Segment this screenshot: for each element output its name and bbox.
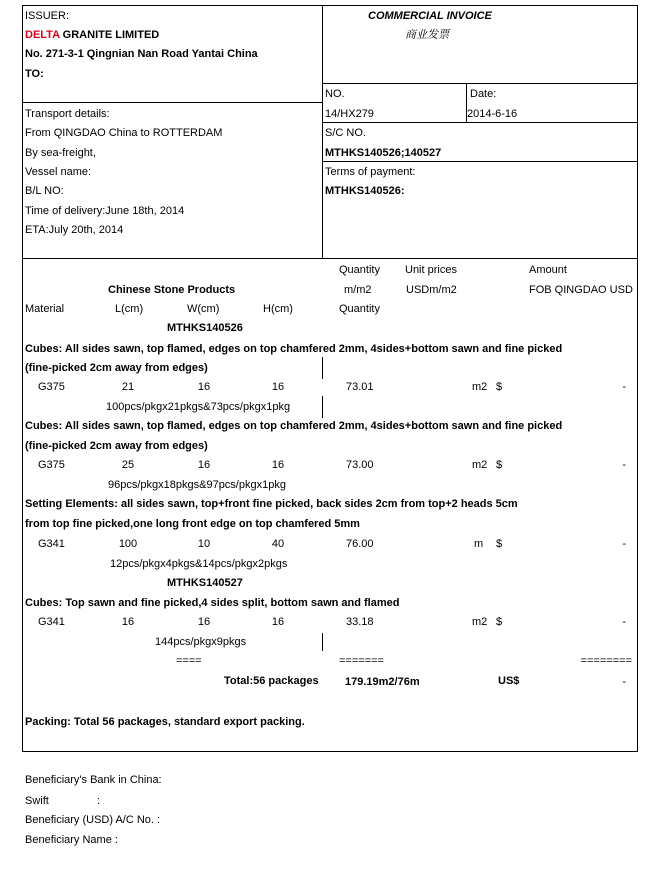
length-header: L(cm) bbox=[115, 303, 144, 315]
item-packing: 12pcs/pkgx4pkgs&14pcs/pkgx2pkgs bbox=[110, 558, 288, 570]
item-unit: m2 bbox=[472, 381, 488, 393]
item-currency: $ bbox=[496, 459, 503, 471]
item-width: 10 bbox=[197, 538, 211, 550]
terms-label: Terms of payment: bbox=[325, 166, 416, 178]
qty-header-1: Quantity bbox=[339, 264, 380, 276]
row-tick bbox=[322, 633, 323, 651]
item-description: Cubes: All sides sawn, top flamed, edges on top chamfered 2mm, 4sides+bottom sawn and fine picked bbox=[25, 420, 563, 432]
total-separator: ======== bbox=[580, 655, 632, 667]
frame-top bbox=[22, 5, 638, 6]
total-currency: US$ bbox=[498, 675, 520, 687]
item-quantity: 76.00 bbox=[346, 538, 374, 550]
bank-account: Beneficiary (USD) A/C No. : bbox=[25, 814, 161, 826]
item-packing: 100pcs/pkgx21pkgs&73pcs/pkgx1pkg bbox=[106, 401, 291, 413]
invoice-title-cn: 商业发票 bbox=[405, 29, 449, 41]
item-material: G341 bbox=[38, 616, 65, 628]
item-currency: $ bbox=[496, 616, 503, 628]
item-description: Setting Elements: all sides sawn, top+front fine picked, back sides 2cm from top+2 heads 5cm bbox=[25, 498, 518, 510]
date-value: 2014-6-16 bbox=[467, 108, 518, 120]
frame-bottom bbox=[22, 751, 638, 752]
item-unit: m2 bbox=[472, 616, 488, 628]
item-description: Cubes: All sides sawn, top flamed, edges on top chamfered 2mm, 4sides+bottom sawn and fine picked bbox=[25, 343, 563, 355]
item-material: G375 bbox=[38, 459, 65, 471]
item-unit: m2 bbox=[472, 459, 488, 471]
item-material: G341 bbox=[38, 538, 65, 550]
item-amount: - bbox=[622, 381, 626, 393]
issuer-name bbox=[25, 29, 159, 42]
total-quantity: 179.19m2/76m bbox=[345, 676, 420, 688]
products-header: Chinese Stone Products bbox=[108, 284, 236, 296]
sc-value: MTHKS140526;140527 bbox=[325, 147, 442, 159]
date-label: Date: bbox=[470, 88, 497, 100]
bank-swift-colon: : bbox=[97, 795, 101, 807]
bl-no: B/L NO: bbox=[25, 185, 64, 197]
transport-mode: By sea-freight, bbox=[25, 147, 96, 159]
total-amount: - bbox=[622, 676, 626, 688]
item-quantity: 33.18 bbox=[346, 616, 374, 628]
item-height: 16 bbox=[271, 459, 285, 471]
amount-header-1: Amount bbox=[529, 264, 567, 276]
item-length: 21 bbox=[121, 381, 135, 393]
row-tick bbox=[322, 357, 323, 379]
issuer-label: ISSUER: bbox=[25, 10, 70, 22]
qty-header-3: Quantity bbox=[339, 303, 380, 315]
unit-header-1: Unit prices bbox=[405, 264, 457, 276]
eta: ETA:July 20th, 2014 bbox=[25, 224, 124, 236]
item-amount: - bbox=[622, 616, 626, 628]
unit-header-2: USDm/m2 bbox=[406, 284, 457, 296]
total-separator: ==== bbox=[176, 655, 202, 667]
amount-header-2: FOB QINGDAO USD bbox=[529, 284, 633, 296]
item-length: 100 bbox=[118, 538, 138, 550]
material-header: Material bbox=[25, 303, 65, 315]
item-description-2: (fine-picked 2cm away from edges) bbox=[25, 362, 208, 374]
item-description-2: (fine-picked 2cm away from edges) bbox=[25, 440, 208, 452]
sc-section-2: MTHKS140527 bbox=[167, 577, 243, 589]
invoice-title: COMMERCIAL INVOICE bbox=[368, 10, 492, 22]
item-amount: - bbox=[622, 459, 626, 471]
vessel-name: Vessel name: bbox=[25, 166, 92, 178]
sc-section-1: MTHKS140526 bbox=[167, 322, 243, 334]
width-header: W(cm) bbox=[187, 303, 220, 315]
frame-right bbox=[637, 5, 638, 752]
item-description: Cubes: Top sawn and fine picked,4 sides split, bottom sawn and flamed bbox=[25, 597, 400, 609]
row-tick bbox=[322, 396, 323, 418]
no-top-line bbox=[322, 83, 637, 84]
terms-value: MTHKS140526: bbox=[325, 185, 405, 197]
transport-route: From QINGDAO China to ROTTERDAM bbox=[25, 127, 223, 139]
item-length: 16 bbox=[121, 616, 135, 628]
item-currency: $ bbox=[496, 381, 503, 393]
bank-swift-label: Swift bbox=[25, 795, 49, 807]
header-divider bbox=[322, 5, 323, 258]
transport-title: Transport details: bbox=[25, 108, 110, 120]
item-packing: 144pcs/pkgx9pkgs bbox=[155, 636, 247, 648]
terms-top-line bbox=[322, 161, 637, 162]
height-header: H(cm) bbox=[263, 303, 293, 315]
item-width: 16 bbox=[197, 616, 211, 628]
total-separator: ======= bbox=[339, 655, 384, 667]
item-width: 16 bbox=[197, 381, 211, 393]
item-height: 16 bbox=[271, 381, 285, 393]
item-material: G375 bbox=[38, 381, 65, 393]
item-length: 25 bbox=[121, 459, 135, 471]
bank-beneficiary-name: Beneficiary Name : bbox=[25, 834, 118, 846]
issuer-name-rest: GRANITE LIMITED bbox=[59, 29, 160, 41]
issuer-name-brand: DELTA bbox=[25, 29, 60, 41]
item-width: 16 bbox=[197, 459, 211, 471]
qty-header-2: m/m2 bbox=[344, 284, 372, 296]
sc-label: S/C NO. bbox=[325, 127, 366, 139]
item-packing: 96pcs/pkgx18pkgs&97pcs/pkgx1pkg bbox=[108, 479, 286, 491]
item-unit: m bbox=[474, 538, 484, 550]
no-label: NO. bbox=[325, 88, 345, 100]
to-label: TO: bbox=[25, 68, 44, 80]
item-amount: - bbox=[622, 538, 626, 550]
item-height: 40 bbox=[271, 538, 285, 550]
item-currency: $ bbox=[496, 538, 503, 550]
delivery-time: Time of delivery:June 18th, 2014 bbox=[25, 205, 185, 217]
item-description-2: from top fine picked,one long front edge on top chamfered 5mm bbox=[25, 518, 360, 530]
total-packages: Total:56 packages bbox=[224, 675, 319, 687]
frame-left bbox=[22, 5, 23, 752]
packing-note: Packing: Total 56 packages, standard export packing. bbox=[25, 716, 305, 728]
item-quantity: 73.00 bbox=[346, 459, 374, 471]
no-value: 14/HX279 bbox=[325, 108, 374, 120]
to-divider bbox=[22, 102, 322, 103]
item-quantity: 73.01 bbox=[346, 381, 374, 393]
sc-top-line bbox=[322, 122, 637, 123]
item-height: 16 bbox=[271, 616, 285, 628]
issuer-address: No. 271-3-1 Qingnian Nan Road Yantai China bbox=[25, 48, 258, 60]
header-bottom-line bbox=[22, 258, 638, 259]
bank-title: Beneficiary's Bank in China: bbox=[25, 774, 162, 786]
